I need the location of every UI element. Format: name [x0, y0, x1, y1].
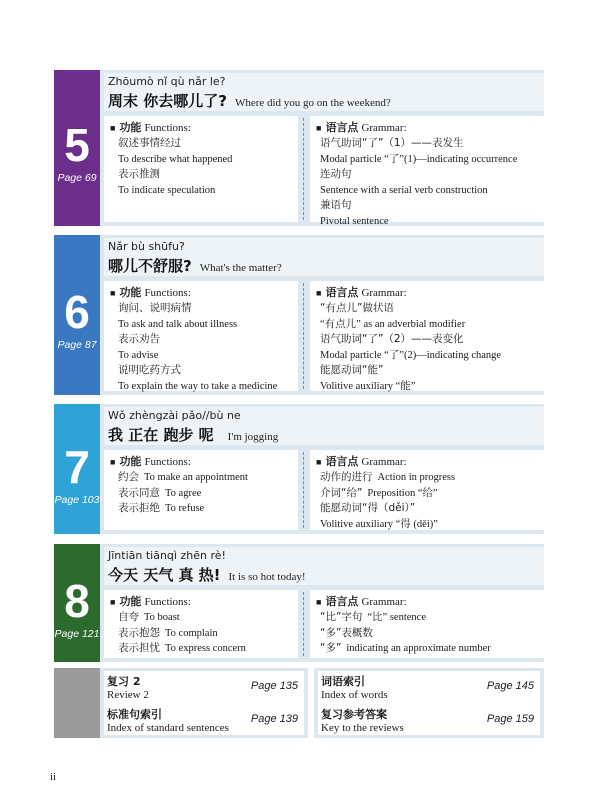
answer-key-cn: 复习参考答案	[321, 708, 387, 721]
functions-panel	[104, 590, 298, 658]
lesson-8	[54, 544, 544, 662]
column-divider	[303, 283, 304, 389]
grammar-heading: ■ 语言点 Grammar:	[316, 595, 407, 608]
lesson-tab[interactable]	[54, 70, 100, 226]
lesson-title	[108, 564, 306, 585]
grammar-item: Pivotal sentence	[320, 215, 389, 227]
functions-panel	[104, 116, 298, 222]
review-title-en: Review 2	[107, 689, 149, 701]
functions-heading: ■ 功能 Functions:	[110, 455, 191, 468]
function-item: 叙述事情经过	[118, 137, 181, 149]
function-item: 表示推测	[118, 168, 160, 180]
lesson-title-cn: 周末 你去哪儿了?	[108, 92, 227, 110]
grammar-panel	[310, 590, 544, 658]
lesson-title-band	[104, 407, 544, 445]
lesson-page: Page 121	[54, 628, 100, 640]
grammar-item: “有点儿” as an adverbial modifier	[320, 318, 466, 330]
function-item: To describe what happened	[118, 153, 233, 165]
functions-heading: ■ 功能 Functions:	[110, 286, 191, 299]
review-title-cn: 复习 2	[107, 675, 141, 688]
grammar-item: 语气助词“了”（1）——表发生	[320, 137, 464, 149]
column-divider	[303, 452, 304, 528]
functions-heading: ■ 功能 Functions:	[110, 121, 191, 134]
grammar-heading: ■ 语言点 Grammar:	[316, 455, 407, 468]
grammar-item: 连动句	[320, 168, 352, 180]
grammar-item: 兼语句	[320, 199, 352, 211]
lesson-number: 5	[64, 119, 90, 171]
grammar-item: 语气助词“了”（2）——表变化	[320, 333, 464, 345]
lesson-tab[interactable]	[54, 235, 100, 395]
grammar-item: 介词“给” Preposition “给”	[320, 486, 438, 499]
lesson-7	[54, 404, 544, 534]
function-item: 表示劝告	[118, 333, 160, 345]
grammar-heading: ■ 语言点 Grammar:	[316, 286, 407, 299]
function-item: To advise	[118, 349, 159, 361]
lesson-body	[100, 544, 544, 662]
lesson-body	[100, 404, 544, 534]
lesson-body	[100, 235, 544, 395]
column-divider	[303, 592, 304, 656]
function-item: 询问、说明病情	[118, 302, 192, 314]
sentence-index-cn: 标准句索引	[107, 708, 162, 721]
lesson-pinyin: Jīntiān tiānqì zhēn rè!	[108, 549, 226, 562]
lesson-page: Page 69	[57, 172, 97, 184]
lesson-6	[54, 235, 544, 395]
answer-key-page-link[interactable]: Page 159	[486, 713, 534, 725]
function-item: To ask and talk about illness	[118, 318, 238, 330]
word-index-page-link[interactable]: Page 145	[486, 680, 534, 692]
grammar-item: 能愿动词“得（děi）”	[320, 502, 416, 514]
lesson-tab[interactable]	[54, 544, 100, 662]
lesson-title-en: It is so hot today!	[228, 571, 306, 583]
lesson-pinyin: Zhōumò nǐ qù nǎr le?	[108, 75, 226, 88]
answer-key-en: Key to the reviews	[321, 722, 404, 734]
grammar-item: Volitive auxiliary “得 (děi)”	[320, 518, 438, 530]
lesson-pinyin: Nǎr bù shūfu?	[108, 240, 185, 253]
page-number: ii	[50, 771, 57, 783]
lesson-title-band	[104, 73, 544, 111]
lesson-title-cn: 哪儿不舒服?	[108, 257, 192, 275]
review-box-right	[314, 668, 544, 738]
lesson-title	[108, 255, 282, 276]
lesson-pinyin: Wǒ zhèngzài pǎo//bù ne	[108, 409, 241, 422]
function-item: 自夸 To boast	[118, 611, 180, 623]
lesson-title	[108, 424, 278, 445]
column-divider	[303, 118, 304, 220]
word-index-en: Index of words	[321, 689, 388, 701]
grammar-item: 动作的进行 Action in progress	[320, 471, 456, 483]
grammar-item: 能愿动词“能”	[320, 364, 384, 376]
grammar-panel	[310, 450, 544, 530]
lesson-tab[interactable]	[54, 404, 100, 534]
function-item: 表示拒绝 To refuse	[118, 502, 205, 514]
grammar-item: “比”字句 “比” sentence	[320, 611, 426, 623]
lesson-page: Page 87	[57, 339, 97, 351]
functions-panel	[104, 450, 298, 530]
lesson-number: 8	[64, 575, 90, 627]
sentence-index-page-link[interactable]: Page 139	[250, 713, 298, 725]
lesson-title-en: I'm jogging	[227, 431, 279, 443]
lesson-number: 7	[64, 441, 90, 493]
lesson-title-cn: 今天 天气 真 热!	[108, 566, 221, 584]
grammar-heading: ■ 语言点 Grammar:	[316, 121, 407, 134]
lesson-page: Page 103	[54, 494, 100, 506]
function-item: 表示担忧 To express concern	[118, 642, 246, 654]
function-item: 约会 To make an appointment	[118, 471, 248, 483]
lesson-body	[100, 70, 544, 226]
grammar-item: Sentence with a serial verb construction	[320, 184, 488, 196]
function-item: 表示同意 To agree	[118, 486, 202, 499]
lesson-title	[108, 90, 391, 111]
review-page-link[interactable]: Page 135	[250, 680, 298, 692]
function-item: 说明吃药方式	[118, 364, 181, 376]
word-index-cn: 词语索引	[321, 675, 365, 688]
functions-heading: ■ 功能 Functions:	[110, 595, 191, 608]
grammar-item: Volitive auxiliary “能”	[320, 380, 416, 392]
lesson-number: 6	[64, 286, 90, 338]
lesson-title-band	[104, 238, 544, 276]
grammar-item: “多” indicating an approximate number	[320, 642, 491, 654]
lesson-title-en: Where did you go on the weekend?	[234, 97, 391, 109]
review-tab	[54, 668, 100, 738]
function-item: 表示抱怨 To complain	[118, 626, 218, 639]
lesson-5	[54, 70, 544, 226]
grammar-item: “多”表概数	[320, 626, 373, 639]
sentence-index-en: Index of standard sentences	[107, 722, 229, 734]
grammar-item: Modal particle “了”(1)—indicating occurrence	[320, 153, 518, 165]
lesson-title-band	[104, 547, 544, 585]
grammar-item: Modal particle “了”(2)—indicating change	[320, 349, 502, 361]
review-box-left	[100, 668, 308, 738]
lesson-title-en: What's the matter?	[199, 262, 282, 274]
functions-panel	[104, 281, 298, 391]
grammar-panel	[310, 116, 544, 227]
lesson-title-cn: 我 正在 跑步 呢	[108, 426, 214, 444]
function-item: To indicate speculation	[118, 184, 216, 196]
grammar-panel	[310, 281, 544, 391]
function-item: To explain the way to take a medicine	[118, 380, 278, 392]
grammar-item: “有点儿”做状语	[320, 302, 394, 314]
